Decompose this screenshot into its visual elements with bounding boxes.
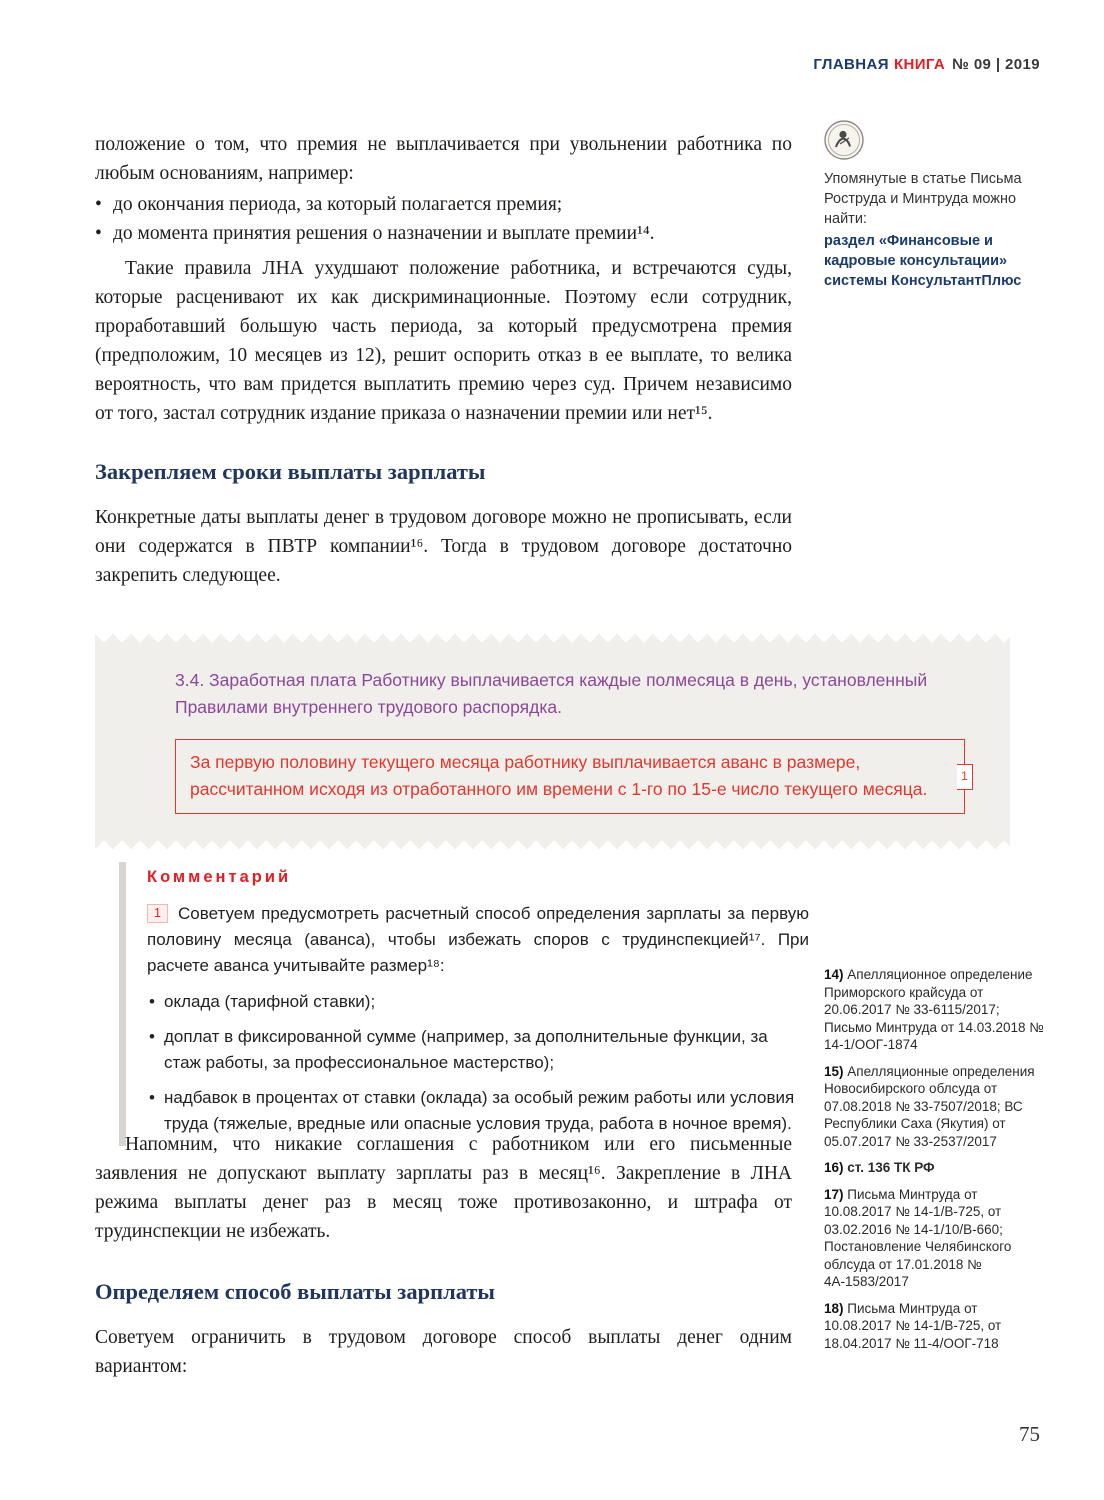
section-heading-payment-dates: Закрепляем сроки выплаты зарплаты xyxy=(95,459,486,484)
paragraph: Советуем ограничить в трудовом договоре способ выплаты денег одним вариантом: xyxy=(95,1327,792,1377)
footnote-18 xyxy=(824,1300,1044,1353)
comment-block xyxy=(119,862,809,1146)
comment-paragraph xyxy=(147,901,809,979)
sidebar-note-highlight: раздел «Финансовые и кадровые консультации» системы КонсультантПлюс xyxy=(824,233,1022,289)
torn-edge-top xyxy=(95,634,1010,643)
intro-bullet-list xyxy=(95,190,792,248)
footnotes-column xyxy=(824,966,1044,1361)
footnote-17 xyxy=(824,1186,1044,1291)
contract-excerpt xyxy=(95,634,1010,849)
article-body-bottom xyxy=(95,1130,792,1381)
list-item: • доплат в фиксированной сумме (например, за дополнительные функции, за стаж работы, за профессиональное мастерство); xyxy=(147,1024,809,1076)
highlighted-clause-text: За первую половину текущего месяца работнику выплачивается аванс в размере, рассчитанном исходя из отработанного им времени с 1-го по 15-е число текущего месяца. xyxy=(190,752,928,799)
comment-text: Советуем предусмотреть расчетный способ определения зарплаты за первую половину месяца (аванса), чтобы избежать споров с трудинспекцией¹⁷. При расчете аванса учитывайте размер¹⁸: xyxy=(147,904,809,975)
brand-name-primary: ГЛАВНАЯ xyxy=(813,56,889,73)
list-item: • до момента принятия решения о назначении и выплате премии¹⁴. xyxy=(95,219,792,248)
contract-excerpt-body xyxy=(95,643,1010,840)
intro-paragraph: положение о том, что премия не выплачивается при увольнении работника по любым основаниям, например: xyxy=(95,134,792,184)
comment-bullet-list xyxy=(147,989,809,1137)
torn-edge-bottom xyxy=(95,840,1010,849)
callout-number-tab: 1 xyxy=(957,764,973,790)
footnote-text: ст. 136 ТК РФ xyxy=(847,1160,935,1175)
footnote-text: Письма Минтруда от 10.08.2017 № 14-1/В-725, от 03.02.2016 № 14-1/10/В-660; Постановление Челябинского облсуда от 17.01.2018 № 4А-1583/2017 xyxy=(824,1186,1012,1289)
paragraph: Такие правила ЛНА ухудшают положение работника, и встречаются суды, которые расценивают их как дискриминационные. Поэтому если сотрудник, проработавший большую часть периода, за который предусмотрена премия (предположим, 10 месяцев из 12), решит оспорить отказ в ее выплате, то велика вероятность, что вам придется выплатить премию через суд. Причем независимо от того, застал сотрудник издание приказа о назначении премии или нет¹⁵. xyxy=(95,258,792,424)
section-heading-payment-method: Определяем способ выплаты зарплаты xyxy=(95,1279,495,1304)
comment-heading: Комментарий xyxy=(147,868,292,886)
footnote-15 xyxy=(824,1063,1044,1151)
highlighted-clause-box xyxy=(175,739,968,814)
page-number: 75 xyxy=(1019,1422,1040,1446)
list-item: • надбавок в процентах от ставки (оклада) за особый режим работы или условия труда (тяжелые, вредные или опасные условия труда, работа в ночное время). xyxy=(147,1085,809,1137)
sidebar-note-text: Упомянутые в статье Письма Роструда и Минтруда можно найти: xyxy=(824,171,1022,227)
footnote-number: 16) xyxy=(824,1160,844,1175)
masthead xyxy=(813,56,1040,73)
footnote-text: Апелляционное определение Приморского крайсуда от 20.06.2017 № 33-6115/2017; Письмо Минтруда от 14.03.2018 № 14-1/ООГ-1874 xyxy=(824,967,1044,1052)
list-item: • до окончания периода, за который полагается премия; xyxy=(95,190,792,219)
brand-name-secondary: КНИГА xyxy=(893,56,946,73)
footnote-number: 15) xyxy=(824,1063,844,1079)
list-item: • оклада (тарифной ставки); xyxy=(147,989,809,1015)
contract-clause-text: 3.4. Заработная плата Работнику выплачивается каждые полмесяца в день, установленный Правилами внутреннего трудового распорядка. xyxy=(175,670,928,717)
paragraph: Напомним, что никакие соглашения с работником или его письменные заявления не допускают выплату зарплаты раз в месяц¹⁶. Закрепление в ЛНА режима выплаты денег раз в месяц тоже противозаконно, и штрафа от трудинспекции не избежать. xyxy=(95,1134,792,1242)
sidebar-reference-note xyxy=(824,120,1046,291)
footnote-text: Апелляционные определения Новосибирского облсуда от 07.08.2018 № 33-7507/2018; ВС Республики Саха (Якутия) от 05.07.2017 № 33-2537/2017 xyxy=(824,1063,1035,1149)
footnote-number: 14) xyxy=(824,967,844,982)
footnote-text: Письма Минтруда от 10.08.2017 № 14-1/В-725, от 18.04.2017 № 11-4/ООГ-718 xyxy=(824,1300,1002,1351)
issue-number: № 09 | 2019 xyxy=(952,56,1040,73)
footnote-14 xyxy=(824,966,1044,1054)
footnote-number: 18) xyxy=(824,1300,844,1316)
author-stamp-icon xyxy=(824,120,864,160)
article-body-top xyxy=(95,130,792,590)
footnote-16 xyxy=(824,1159,1044,1177)
footnote-number: 17) xyxy=(824,1186,844,1202)
paragraph: Конкретные даты выплаты денег в трудовом договоре можно не прописывать, если они содержатся в ПВТР компании¹⁶. Тогда в трудовом договоре достаточно закрепить следующее. xyxy=(95,507,792,586)
comment-number-marker: 1 xyxy=(147,904,168,923)
